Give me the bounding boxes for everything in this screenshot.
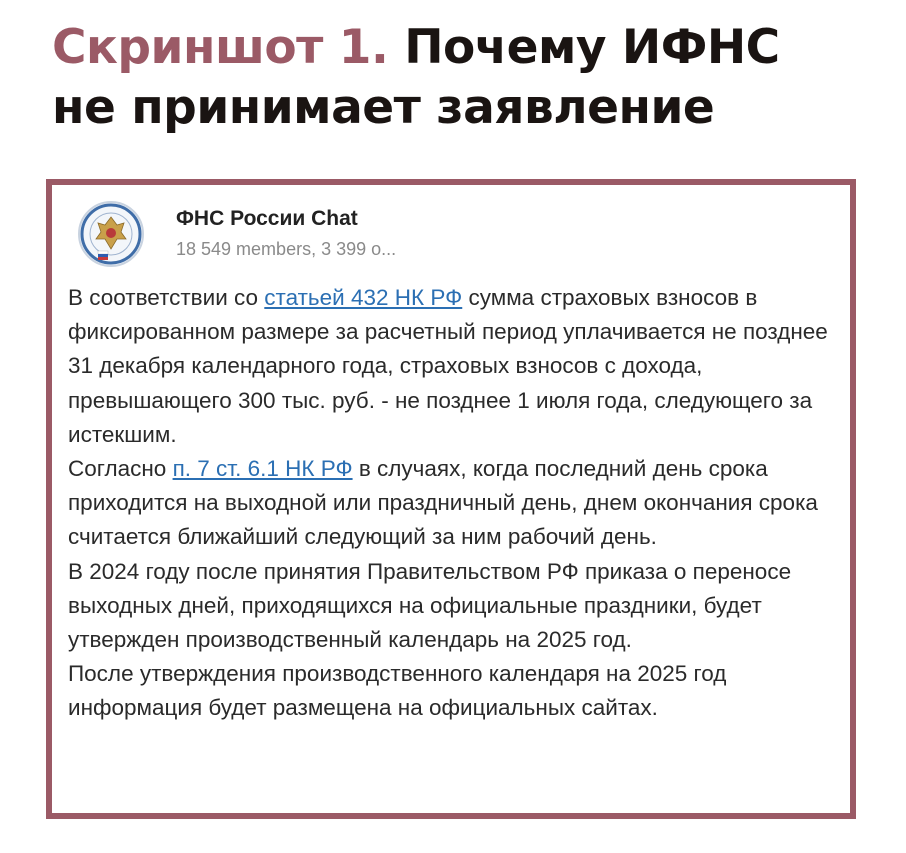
screenshot-frame [46,179,856,819]
message-text: В соответствии со [68,285,265,310]
message-paragraph: В 2024 году после принятия Правительством РФ приказа о переносе выходных дней, приходящихся на официальные праздники, будет утвержден производственный календарь на 2025 год. [68,558,792,653]
fns-emblem-icon[interactable] [78,201,144,267]
chat-members-count: 18 549 members, 3 399 o... [176,239,397,259]
message-paragraph [68,452,836,555]
title-line2: не принимает заявление [52,80,715,135]
message-body [68,281,836,726]
title-line1-rest: Почему ИФНС [404,20,780,75]
chat-header[interactable] [70,199,770,269]
message-text: сумма страховых взносов в фиксированном размере за расчетный период уплачивается не позднее 31 декабря календарного года, страховых взносов с дохода, превышающего 300 тыс. руб. - не позднее 1 июля года, следующего за истекшим. [68,285,828,447]
link-article-432[interactable]: статьей 432 НК РФ [264,285,463,310]
message-paragraph: После утверждения производственного календаря на 2025 год информация будет размещена на официальных сайтах. [68,661,727,721]
chat-name[interactable]: ФНС России Chat [176,207,358,230]
message-text: Согласно [68,456,173,482]
page-title [52,18,892,138]
message-paragraph [68,281,836,452]
message-text: в случаях, когда последний день срока приходится на выходной или праздничный день, днем окончания срока считается ближайший следующий за ним рабочий день. [68,456,818,550]
title-accent: Скриншот 1. [52,20,389,75]
link-article-6-1[interactable]: п. 7 ст. 6.1 НК РФ [172,456,353,482]
